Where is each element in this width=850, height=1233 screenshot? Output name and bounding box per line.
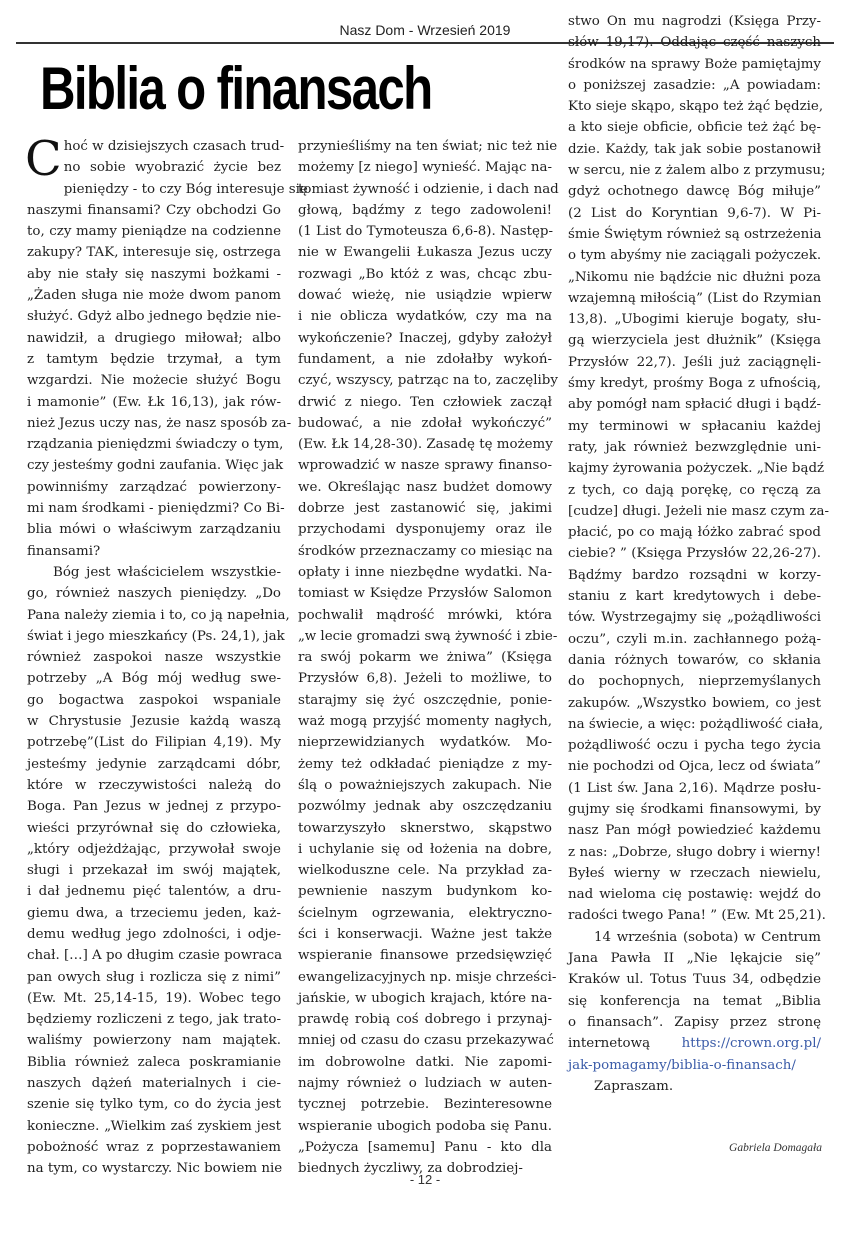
article-title: Biblia o finansach bbox=[40, 55, 432, 122]
text-line: (1 List św. Jana 2,16). Mądrze posłu- bbox=[568, 780, 821, 796]
text-line: dania różnych towarów, co skłania bbox=[568, 652, 821, 668]
text-line: [cudze] długi. Jeżeli nie masz czym za- bbox=[568, 503, 829, 519]
text-line: pobożność wraz z poprzestawaniem bbox=[27, 1139, 281, 1155]
text-line: nie w Ewangelii Łukasza Jezus uczy bbox=[298, 245, 552, 261]
text-line: środków na sprawy Boże pamiętajmy bbox=[568, 56, 821, 72]
text-line: finansami? bbox=[27, 543, 101, 559]
text-line: radości twego Pana! ” (Ew. Mt 25,21). bbox=[568, 908, 826, 924]
text-line: również zaspokoi nasze wszystkie bbox=[27, 650, 281, 666]
text-line: śmie Świętym również są ostrzeżenia bbox=[568, 226, 822, 242]
text-line: my terminowi w spłacaniu każdej bbox=[568, 418, 821, 434]
text-line: tomiast żywność i odzienie, i dach nad bbox=[298, 181, 559, 197]
article-author: Gabriela Domagała bbox=[729, 1142, 822, 1154]
text-line: (1 List do Tymoteusza 6,6-8). Następ- bbox=[298, 224, 553, 240]
text-line: tomiast w Księdze Przysłów Salomon bbox=[298, 586, 552, 602]
text-line: o finansach”. Zapisy przez stronę bbox=[568, 1014, 821, 1030]
text-line: „w lecie gromadzi swą żywność i zbie- bbox=[298, 628, 558, 644]
text-line: (2 List do Koryntian 9,6-7). W Pi- bbox=[568, 205, 821, 221]
text-line: wprowadzić w nasze sprawy finanso- bbox=[298, 458, 552, 474]
text-line: demu według jego zdolności, i odje- bbox=[27, 926, 281, 942]
text-line: najmy również o ludziach w auten- bbox=[298, 1076, 552, 1092]
text-line: wspieranie finansowe przedsięwzięć bbox=[298, 948, 552, 964]
publication-header: Nasz Dom - Wrzesień 2019 bbox=[339, 22, 511, 38]
article-column-2 bbox=[298, 136, 559, 1180]
text-line: zakupów. „Wszystko bowiem, co jest bbox=[568, 695, 821, 711]
text-line: naszych dążeń materialnych i cie- bbox=[27, 1076, 281, 1092]
text-line: pieniędzy - to czy Bóg interesuje się bbox=[63, 181, 308, 197]
text-line: służyć. Gdyż albo jednego będzie nie- bbox=[27, 309, 281, 325]
text-line: gą wierzyciela jest dłużnik” (Księga bbox=[568, 333, 821, 349]
text-line: sługi i przekazał im swój majątek, bbox=[27, 863, 281, 879]
text-line: Pana należy ziemia i to, co ją napełnia, bbox=[27, 607, 290, 623]
text-line: nież Jezus uczy nas, że nasz sposób za- bbox=[27, 415, 292, 431]
text-line: ewangelizacyjnych np. misje chrześci- bbox=[298, 969, 557, 985]
text-line: waż mogą przyjść momenty nagłych, bbox=[298, 714, 552, 730]
text-line: pan owych sług i rozlicza się z nimi” bbox=[27, 969, 281, 985]
text-line: świat i jego mieszkańcy (Ps. 24,1), jak bbox=[27, 628, 285, 644]
text-line: do pochopnych, nieprzemyślanych bbox=[568, 674, 821, 690]
text-line: Biblia również zaleca poskramianie bbox=[27, 1054, 281, 1070]
text-line: aby pomógł nam spłacić długi i bądź- bbox=[568, 397, 821, 413]
text-line: to, czy mamy pieniądze na codzienne bbox=[27, 224, 281, 240]
text-line: fundament, a nie zdołałby wykoń- bbox=[298, 351, 552, 367]
text-line: im dobrowolne datki. Nie zapomi- bbox=[298, 1054, 552, 1070]
text-line: (Ew. Mt. 25,14-15, 19). Wobec tego bbox=[27, 990, 281, 1006]
text-line: nie pochodzi od Ojca, lecz od świata” bbox=[568, 759, 821, 775]
text-line: możemy [z niego] wynieść. Mając na- bbox=[298, 160, 552, 176]
article-column-1 bbox=[25, 131, 308, 1180]
text-line: towarzyszyło sknerstwo, skąpstwo bbox=[298, 820, 552, 836]
text-line-link bbox=[568, 1055, 821, 1076]
text-line: wzajemną miłością” (List do Rzymian bbox=[568, 290, 822, 306]
text-line: które w rzeczywistości należą do bbox=[27, 777, 281, 793]
text-line: będziemy rozliczeni z tego, jak trato- bbox=[27, 1012, 281, 1028]
text-line: z nas: „Dobrze, sługo dobry i wierny! bbox=[568, 844, 821, 860]
text-line: śmy kredyt, prośmy Boga z ufnością, bbox=[568, 376, 821, 392]
text-line: oczu”, czyli m.in. zachłannego pożą- bbox=[568, 631, 821, 647]
text-line: „Nikomu nie bądźcie nic dłużni poza bbox=[568, 269, 821, 285]
drop-cap: C bbox=[25, 131, 62, 187]
text-line: ślą o poważniejszych zakupach. Nie bbox=[298, 777, 552, 793]
text-line: Boga. Pan Jezus w jednej z przypo- bbox=[27, 799, 281, 815]
text-line: chał. […] A po długim czasie powraca bbox=[27, 948, 283, 964]
text-line: szenie się tylko tym, co do życia jest bbox=[27, 1097, 281, 1113]
text-line: wielkoduszne cele. Na przykład za- bbox=[298, 863, 552, 879]
text-line: „Żaden sługa nie może dwom panom bbox=[27, 288, 281, 304]
text-line: o poniższej zasadzie: „A powiadam: bbox=[568, 77, 821, 93]
text-line: Byłeś wierny w rzeczach niewielu, bbox=[568, 865, 821, 881]
text-line: rządzania pieniędzmi świadczy o tym, bbox=[27, 437, 284, 453]
text-line: z tamtym będzie trzymał, a tym bbox=[27, 351, 281, 367]
text-line: przynieśliśmy na ten świat; nic też nie bbox=[298, 139, 558, 154]
text-line: wieści przyrównał się do człowieka, bbox=[27, 820, 281, 836]
text-line: tycznej potrzebie. Bezinteresowne bbox=[298, 1097, 552, 1113]
text-line: raty, jak również bezwzględnie uni- bbox=[568, 439, 821, 455]
text-line: opłaty i inne niezbędne wydatki. Na- bbox=[298, 564, 552, 580]
text-line: gdyż ochotnego dawcę Bóg miłuje” bbox=[568, 184, 821, 200]
text-line: dować wieżę, nie usiądzie wpierw bbox=[298, 288, 552, 304]
text-line: tów. Wystrzegajmy się „pożądliwości bbox=[568, 610, 821, 626]
text-line-with-link bbox=[568, 1033, 821, 1054]
text-line: w sercu, nie z żalem albo z przymusu; bbox=[568, 163, 826, 179]
text-line: wzgardzi. Nie możecie służyć Bogu bbox=[27, 373, 281, 389]
text-line: płacić, po co mają łóżko zabrać spod bbox=[568, 525, 821, 541]
text-line: na tym, co wystarczy. Nic bowiem nie bbox=[27, 1161, 283, 1177]
text-line: Kto sieje skąpo, skąpo też żąć będzie, bbox=[568, 99, 824, 115]
text-line: Kraków ul. Totus Tuus 34, odbędzie bbox=[568, 972, 821, 988]
text-line: o tym abyśmy nie zaciągali pożyczek. bbox=[568, 248, 822, 264]
text-line: wspieranie ubogich podoba się Panu. bbox=[298, 1118, 552, 1134]
text-line: stwo On mu nagrodzi (Księga Przy- bbox=[568, 14, 821, 29]
text-line: środków przeznaczamy co miesiąc na bbox=[298, 543, 553, 559]
text-line: aby nie stały się naszymi bożkami - bbox=[27, 266, 281, 282]
text-line: (Ew. Łk 14,28-30). Zasadę tę możemy bbox=[298, 437, 553, 453]
text-line: w Chrystusie Jezusie każdą waszą bbox=[27, 714, 281, 730]
text-line: gujmy się środkami finansowymi, by bbox=[568, 801, 821, 817]
text-line: zakupy? TAK, interesuje się, ostrzega bbox=[27, 245, 281, 261]
text-line: pozwólmy jednak aby oszczędzaniu bbox=[298, 799, 552, 815]
text-line: i nie oblicza wydatków, czy ma na bbox=[298, 309, 552, 325]
conference-link[interactable]: https://crown.org.pl/ bbox=[681, 1036, 821, 1052]
text-line: Bóg jest właścicielem wszystkie- bbox=[53, 564, 281, 580]
text-line: powinniśmy zarządzać powierzony- bbox=[27, 479, 281, 495]
text-line: „który odjeżdżając, przywołał swoje bbox=[27, 841, 281, 857]
text-line: kajmy żyrowania pożyczek. „Nie bądź bbox=[568, 461, 825, 477]
text-line: pewnienie naszym budynkom ko- bbox=[298, 884, 552, 900]
text-line: ra swój pokarm we żniwa” (Księga bbox=[298, 650, 552, 666]
text-line: budować, a nie zdołał wykończyć” bbox=[298, 415, 552, 431]
text-line: i mamonie” (Ew. Łk 16,13), jak rów- bbox=[27, 394, 281, 410]
text-line: żemy też odkładać pieniądze z my- bbox=[298, 756, 552, 772]
text-line: ści i konserwacji. Ważne jest także bbox=[298, 926, 552, 942]
text-line: Bądźmy bardzo rozsądni w korzy- bbox=[568, 567, 821, 583]
text-line: mi nam środkami - pieniędzmi? Co Bi- bbox=[27, 501, 285, 517]
text-line: blia mówi o właściwym zarządzaniu bbox=[27, 522, 281, 538]
text-line: we. Określając nasz budżet domowy bbox=[298, 479, 552, 495]
text-line: starajmy się żyć oszczędnie, ponie- bbox=[298, 692, 552, 708]
text-line: czyć, wszyscy, patrząc na to, zaczęliby bbox=[298, 373, 558, 389]
text-line: 14 września (sobota) w Centrum bbox=[594, 929, 821, 945]
text-line: giemu dwa, a trzeciemu jeden, każ- bbox=[27, 905, 281, 921]
text-line: Przysłów 22,7). Jeśli już zaciągnęli- bbox=[568, 354, 821, 370]
closing-text: Zapraszam. bbox=[594, 1078, 674, 1094]
text-line: rozwagi „Bo któż z was, chcąc zbu- bbox=[298, 266, 552, 282]
text-line: jesteśmy jedynie zarządcami dóbr, bbox=[27, 756, 281, 772]
text-line: dzie. Każdy, tak jak sobie postanowił bbox=[568, 141, 821, 157]
text-line: przychodami dysponujemy oraz ile bbox=[298, 522, 552, 538]
text-line: Jana Pawła II „Nie lękajcie się” bbox=[568, 951, 821, 967]
text-line: konieczne. „Wielkim zaś zyskiem jest bbox=[27, 1118, 281, 1134]
text-line: nasz Pan mógł powiedzieć każdemu bbox=[568, 823, 821, 839]
text-line: prawdę robią coś dobrego i przynaj- bbox=[298, 1012, 552, 1028]
text-line: potrzebę”(List do Filipian 4,19). My bbox=[27, 735, 281, 751]
text-line: mniej od czasu do czasu przekazywać bbox=[298, 1033, 554, 1049]
text-line: staniu z kart kredytowych i debe- bbox=[568, 589, 821, 605]
text-line: biednych życzliwy, za dobrodziej- bbox=[298, 1161, 523, 1177]
conference-link-continued[interactable]: jak-pomagamy/biblia-o-finansach/ bbox=[568, 1057, 796, 1073]
link-prefix: internetową bbox=[568, 1036, 651, 1052]
text-line: nawidził, a drugiego miłował; albo bbox=[27, 330, 281, 346]
text-line: 13,8). „Ubogimi kieruje bogaty, słu- bbox=[568, 312, 821, 328]
text-line: czy jesteśmy godni zaufania. Więc jak bbox=[27, 458, 284, 474]
text-line: i dał jednemu pięć talentów, a dru- bbox=[27, 884, 281, 900]
text-line: z tych, co dają porękę, co ręczą za bbox=[568, 482, 821, 498]
text-line: ścielnym ogrzewania, elektryczno- bbox=[298, 905, 552, 921]
text-line: go bogactwa zaspokoi wspaniale bbox=[27, 692, 281, 708]
text-line: ciebie? ” (Księga Przysłów 22,26-27). bbox=[568, 546, 821, 562]
text-line: dobrze jest zastanowić się, jakimi bbox=[298, 501, 552, 517]
text-line: słów 19,17). Oddając część naszych bbox=[568, 35, 821, 51]
text-line: „Pożycza [samemu] Panu - kto dla bbox=[298, 1139, 552, 1155]
text-line: no sobie wyobrazić życie bez bbox=[63, 160, 281, 176]
page-number: - 12 - bbox=[409, 1172, 441, 1187]
text-line: się konferencja na temat „Biblia bbox=[568, 993, 821, 1009]
article-column-3 bbox=[568, 11, 829, 1097]
text-line: jańskie, w ubogich krajach, które na- bbox=[298, 990, 552, 1006]
text-line: a kto sieje obficie, obficie też żąć bę- bbox=[568, 120, 821, 136]
text-line: waliśmy powierzony nam majątek. bbox=[27, 1033, 281, 1049]
text-line: go, również naszych pieniędzy. „Do bbox=[27, 586, 281, 602]
text-line: i uchylanie się od łożenia na dobre, bbox=[298, 841, 552, 857]
text-line: pochwalił mądrość mrówki, która bbox=[298, 607, 552, 623]
text-line: wykończenie? Inaczej, gdyby założył bbox=[298, 330, 552, 346]
text-line: naszymi finansami? Czy obchodzi Go bbox=[27, 202, 281, 218]
text-line: potrzeby „A Bóg mój według swe- bbox=[27, 671, 281, 687]
text-line: Przysłów 6,8). Jeżeli to możliwe, to bbox=[298, 671, 552, 687]
text-line: na świecie, a więc: pożądliwość ciała, bbox=[568, 716, 824, 732]
text-line: nieprzewidzianych wydatków. Mo- bbox=[298, 735, 552, 751]
text-line: nad wieloma cię postawię: wejdź do bbox=[568, 887, 821, 903]
text-line: głową, bądźmy z tego zadowoleni! bbox=[298, 202, 552, 218]
text-line: hoć w dzisiejszych czasach trud- bbox=[63, 139, 285, 154]
text-line: pożądliwość oczu i pycha tego życia bbox=[568, 738, 821, 754]
text-line: drwić z niego. Ten człowiek zaczął bbox=[298, 394, 552, 410]
